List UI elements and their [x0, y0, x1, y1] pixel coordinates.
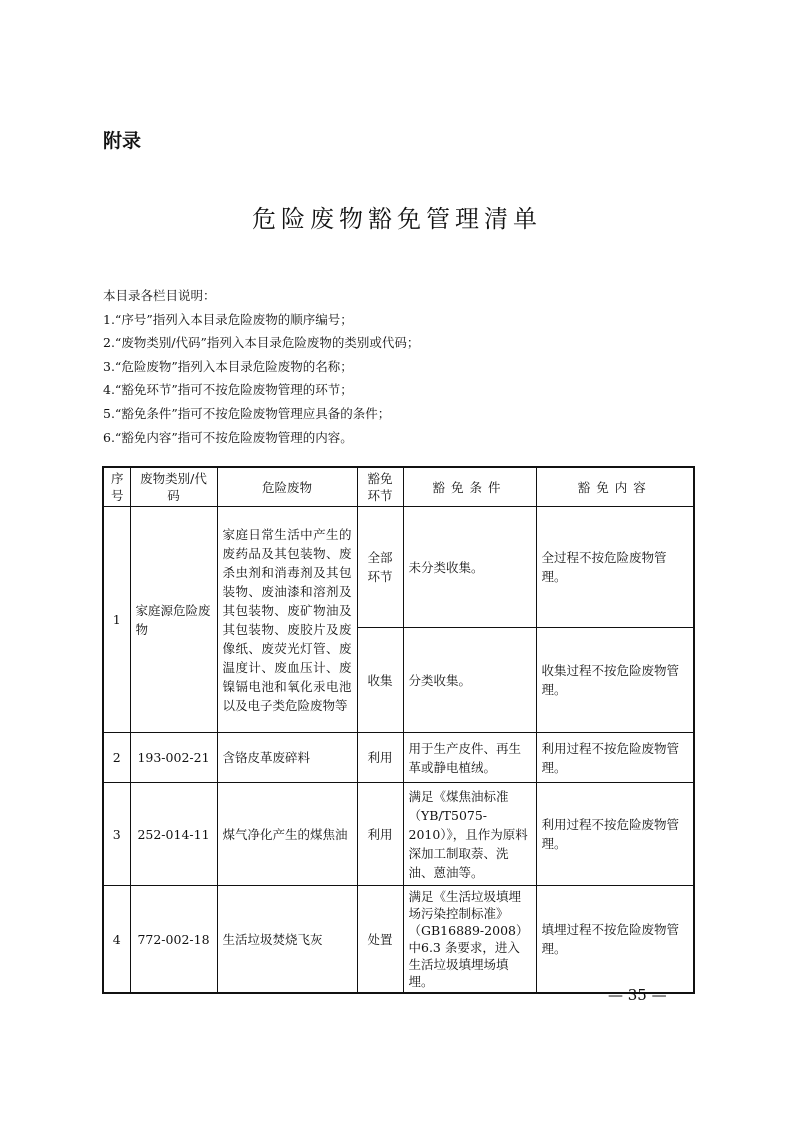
- row-stage: 收集: [357, 628, 403, 733]
- row-stage: 处置: [357, 886, 403, 994]
- notes-intro: 本目录各栏目说明：: [103, 288, 216, 303]
- header-seq: 序号: [103, 467, 130, 507]
- document-title: 危险废物豁免管理清单: [252, 205, 542, 233]
- column-notes: [103, 284, 419, 449]
- row-stage: 利用: [357, 783, 403, 886]
- row-code: 193-002-21: [130, 733, 217, 783]
- page-number: — 35 —: [608, 986, 667, 1004]
- row-code: 252-014-11: [130, 783, 217, 886]
- row-condition: 满足《生活垃圾填埋场污染控制标准》（GB16889-2008）中6.3 条要求，进入生活垃圾填埋场填埋。: [403, 886, 536, 994]
- header-code: 废物类别/代码: [130, 467, 217, 507]
- table-row: [103, 783, 694, 886]
- note-item: 5.“豁免条件”指可不按危险废物管理应具备的条件；: [103, 405, 391, 421]
- header-stage: 豁免环节: [357, 467, 403, 507]
- row-condition: 用于生产皮件、再生革或静电植绒。: [403, 733, 536, 783]
- note-item: 2.“废物类别/代码”指列入本目录危险废物的类别或代码；: [103, 335, 420, 351]
- table-row: [103, 507, 694, 628]
- note-item: 3.“危险废物”指列入本目录危险废物的名称；: [103, 358, 353, 374]
- row-waste: 家庭日常生活中产生的废药品及其包装物、废杀虫剂和消毒剂及其包装物、废油漆和溶剂及其包装物、废矿物油及其包装物、废胶片及废像纸、废荧光灯管、废温度计、废血压计、废镍镉电池和氧化汞电池以及电子类危险废物等: [217, 507, 357, 733]
- row-waste: 生活垃圾焚烧飞灰: [217, 886, 357, 994]
- table-row: [103, 733, 694, 783]
- row-condition: 未分类收集。: [403, 507, 536, 628]
- row-content: 利用过程不按危险废物管理。: [536, 783, 694, 886]
- row-code: 家庭源危险废物: [130, 507, 217, 733]
- table-header-row: [103, 467, 694, 507]
- table-row: [103, 886, 694, 994]
- row-seq: 2: [103, 733, 130, 783]
- row-seq: 3: [103, 783, 130, 886]
- header-content: 豁免内容: [536, 467, 694, 507]
- row-seq: 1: [103, 507, 130, 733]
- row-stage: 利用: [357, 733, 403, 783]
- appendix-heading: 附录: [103, 130, 142, 152]
- row-condition: 满足《煤焦油标准（YB/T5075-2010）》，且作为原料深加工制取萘、洗油、蒽油等。: [403, 783, 536, 886]
- row-seq: 4: [103, 886, 130, 994]
- row-waste: 含铬皮革废碎料: [217, 733, 357, 783]
- note-item: 6.“豁免内容”指可不按危险废物管理的内容。: [103, 429, 353, 445]
- row-condition: 分类收集。: [403, 628, 536, 733]
- exemption-table: [102, 466, 695, 994]
- header-condition: 豁免条件: [403, 467, 536, 507]
- row-content: 全过程不按危险废物管理。: [536, 507, 694, 628]
- note-item: 4.“豁免环节”指可不按危险废物管理的环节；: [103, 382, 353, 398]
- row-content: 填埋过程不按危险废物管理。: [536, 886, 694, 994]
- row-stage: 全部环节: [357, 507, 403, 628]
- row-content: 收集过程不按危险废物管理。: [536, 628, 694, 733]
- header-waste: 危险废物: [217, 467, 357, 507]
- row-code: 772-002-18: [130, 886, 217, 994]
- row-waste: 煤气净化产生的煤焦油: [217, 783, 357, 886]
- row-content: 利用过程不按危险废物管理。: [536, 733, 694, 783]
- note-item: 1.“序号”指列入本目录危险废物的顺序编号；: [103, 311, 353, 327]
